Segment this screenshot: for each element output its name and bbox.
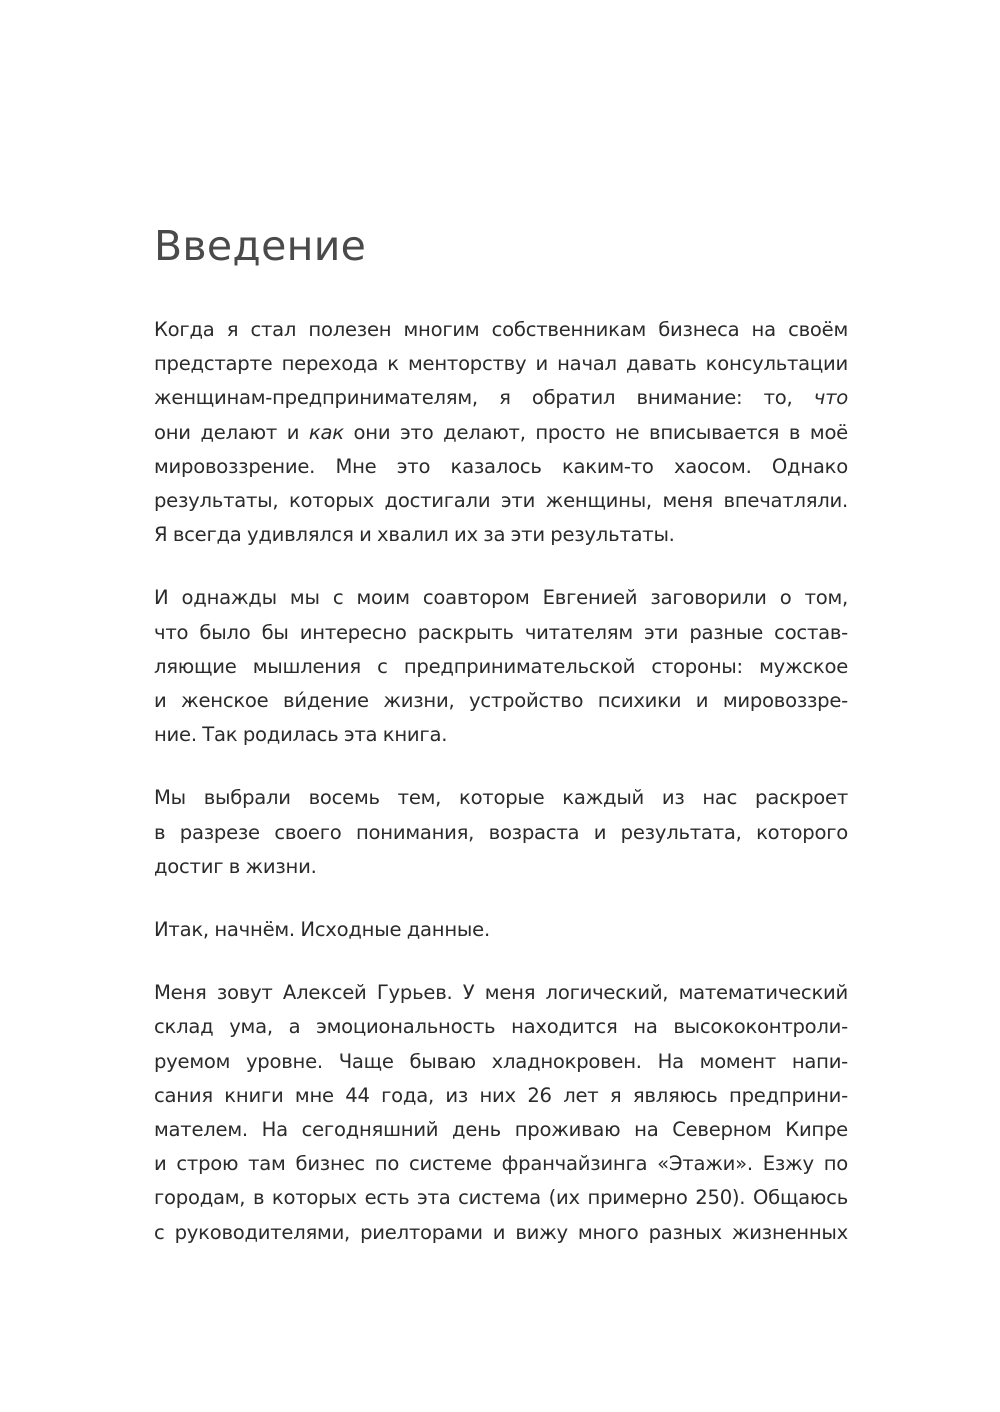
text-line: городам, в которых есть эта система (их примерно 250). Общаюсь — [154, 1186, 848, 1210]
text-line: Когда я стал полезен многим собственникам бизнеса на своём — [154, 318, 848, 341]
italic-word: что — [813, 386, 848, 410]
text-run: женщинам-предпринимателям, я обратил внимание: то, — [154, 386, 814, 410]
italic-word: как — [308, 420, 344, 444]
text-line: Итак, начнём. Исходные данные. — [154, 918, 490, 942]
text-line: мировоззрение. Мне это казалось каким-то хаосом. Однако — [154, 454, 848, 478]
text-line: Мы выбрали восемь тем, которые каждый из нас раскроет — [154, 786, 848, 810]
text-line: что было бы интересно раскрыть читателям эти разные состав- — [154, 620, 848, 644]
text-line: Я всегда удивлялся и хвалил их за эти результаты. — [154, 523, 675, 547]
text-line: и строю там бизнес по системе франчайзинга «Этажи». Езжу по — [154, 1152, 848, 1176]
text-line: руемом уровне. Чаще бываю хладнокровен. На момент напи- — [154, 1049, 848, 1073]
paragraph — [154, 313, 848, 552]
paragraph — [154, 781, 848, 884]
paragraph — [154, 581, 848, 752]
paragraph — [154, 913, 848, 947]
text-line: мателем. На сегодняшний день проживаю на Северном Кипре — [154, 1118, 848, 1142]
text-run: они делают и — [154, 420, 309, 444]
text-line: ляющие мышления с предпринимательской стороны: мужское — [154, 654, 848, 678]
text-line — [154, 416, 848, 450]
text-line: в разрезе своего понимания, возраста и результата, которого — [154, 820, 848, 844]
text-line: с руководителями, риелторами и вижу много разных жизненных — [154, 1220, 848, 1244]
text-line: И однажды мы с моим соавтором Евгенией заговорили о том, — [154, 586, 848, 610]
text-line: ние. Так родилась эта книга. — [154, 723, 448, 747]
chapter-title: Введение — [154, 222, 367, 270]
text-line: Меня зовут Алексей Гурьев. У меня логический, математический — [154, 981, 848, 1005]
book-page — [154, 0, 848, 1412]
text-line: достиг в жизни. — [154, 854, 317, 878]
paragraph — [154, 976, 848, 1250]
text-line: склад ума, а эмоциональность находится на высококонтроли- — [154, 1015, 848, 1039]
text-line: результаты, которых достигали эти женщины, меня впечатляли. — [154, 489, 848, 513]
chapter-body — [154, 313, 848, 1279]
text-line: сания книги мне 44 года, из них 26 лет я являюсь предприни- — [154, 1083, 848, 1107]
text-line: предстарте перехода к менторству и начал давать консультации — [154, 352, 848, 376]
text-line — [154, 381, 848, 415]
text-line: и женское ви́дение жизни, устройство психики и мировоззре- — [154, 689, 848, 713]
text-run: они это делают, просто не вписывается в моё — [343, 420, 848, 444]
